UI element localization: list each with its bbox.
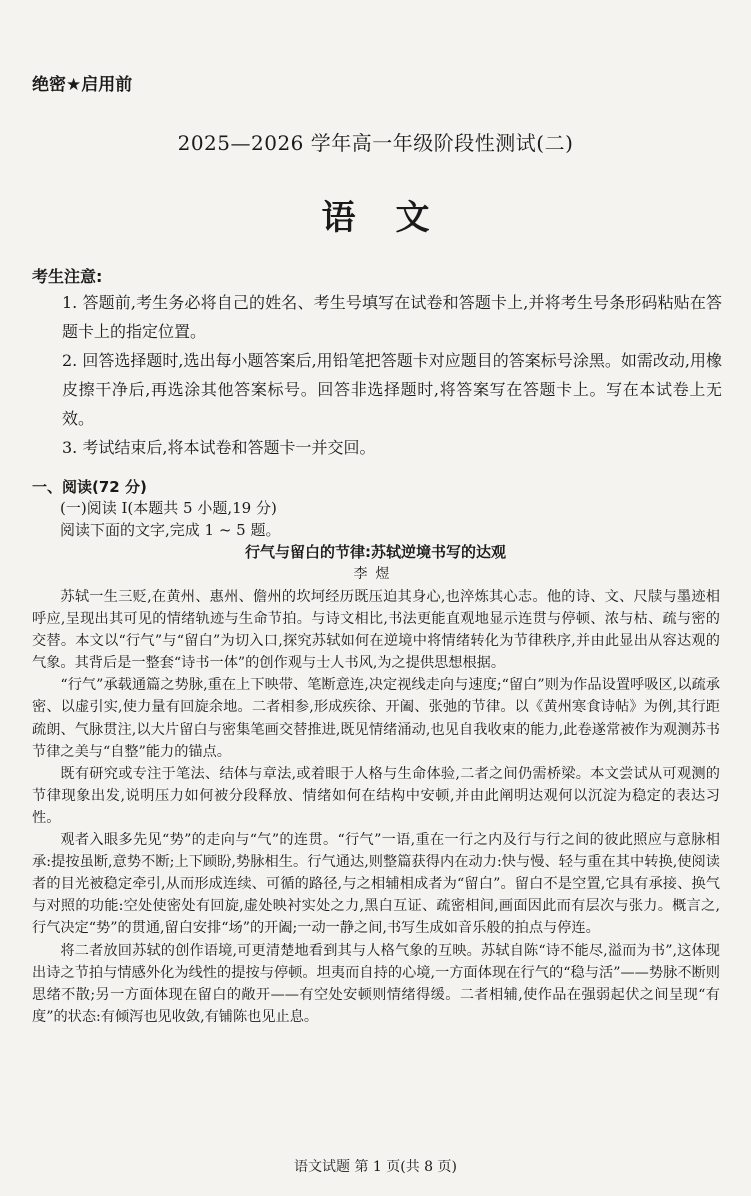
article-paragraph: 观者入眼多先见“势”的走向与“气”的连贯。“行气”一语,重在一行之内及行与行之间的彼此照应与意脉相承:提按虽断,意势不断;上下顾盼,势脉相生。行气通达,则整篇获得内在动力:快与慢、轻与重在其中转换,使阅读者的目光被稳定牵引,从而形成连续、可循的路径,与之相辅相成者为“留白”。留白不是空置,它具有承接、换气与对照的功能:空处使密处有回旋,虚处映衬实处之力,黑白互证、疏密相间,画面因此而有层次与张力。概言之,行气决定“势”的贯通,留白安排“场”的开阖;一动一静之间,书写生成如音乐般的拍点与停连。: [32, 832, 720, 937]
notice-heading: 考生注意:: [32, 267, 103, 286]
reading-instruction: 阅读下面的文字,完成 1 ~ 5 题。: [60, 521, 281, 539]
part-heading: (一)阅读 I(本题共 5 小题,19 分): [60, 499, 277, 517]
article-body: [32, 586, 720, 1028]
notice-item: 1. 答题前,考生务必将自己的姓名、考生号填写在试卷和答题卡上,并将考生号条形码粘贴在答题卡上的指定位置。: [62, 293, 722, 341]
notice-item: 3. 考试结束后,将本试卷和答题卡一并交回。: [62, 438, 376, 457]
exam-title: 2025—2026 学年高一年级阶段性测试(二): [177, 131, 574, 155]
article-paragraph: “行气”承载通篇之势脉,重在上下映带、笔断意连,决定视线走向与速度;“留白”则为作品设置呼吸区,以疏承密、以虚引实,使力量有回旋余地。二者相参,形成疾徐、开阖、张弛的节律。以《黄州寒食诗帖》为例,其行距疏朗、气脉贯注,以大片留白与密集笔画交替推进,既见情绪涌动,也见自我收束的能力,此卷遂常被作为观测苏书节律之美与“自整”能力的锚点。: [32, 677, 720, 760]
article-title: 行气与留白的节律:苏轼逆境书写的达观: [244, 543, 506, 561]
article-paragraph: 既有研究或专注于笔法、结体与章法,或着眼于人格与生命体验,二者之间仍需桥梁。本文尝试从可观测的节律现象出发,说明压力如何被分段释放、情绪如何在结构中安顿,并由此阐明达观何以沉淀为稳定的表达习性。: [32, 765, 720, 826]
notice-item: 2. 回答选择题时,选出每小题答案后,用铅笔把答题卡对应题目的答案标号涂黑。如需改动,用橡皮擦干净后,再选涂其他答案标号。回答非选择题时,将答案写在答题卡上。写在本试卷上无效。: [62, 351, 722, 428]
article-paragraph: 将二者放回苏轼的创作语境,可更清楚地看到其与人格气象的互映。苏轼自陈“诗不能尽,溢而为书”,这体现出诗之节拍与情感外化为线性的提按与停顿。坦夷而自持的心境,一方面体现在行气的“稳与活”——势脉不断则思绪不散;另一方面体现在留白的敞开——有空处安顿则情绪得缓。二者相辅,使作品在强弱起伏之间呈现“有度”的状态:有倾泻也见收敛,有铺陈也见止息。: [32, 942, 720, 1025]
notice-list: [62, 288, 722, 462]
article-author: 李煜: [353, 566, 398, 582]
page-footer: 语文试题 第 1 页(共 8 页): [294, 1159, 457, 1175]
article-paragraph: 苏轼一生三贬,在黄州、惠州、儋州的坎坷经历既压迫其身心,也淬炼其心志。他的诗、文、尺牍与墨迹相呼应,呈现出其可见的情绪轨迹与生命节拍。与诗文相比,书法更能直观地显示连贯与停顿、浓与枯、疏与密的交替。本文以“行气”与“留白”为切入口,探究苏轼如何在逆境中将情绪转化为节律秩序,并由此显出从容达观的气象。其背后是一整套“诗书一体”的创作观与士人书风,为之提供思想根据。: [32, 589, 720, 672]
subject-title: 语文: [321, 198, 470, 238]
section-heading: 一、阅读(72 分): [32, 478, 147, 496]
confidential-label: 绝密★启用前: [32, 75, 133, 95]
